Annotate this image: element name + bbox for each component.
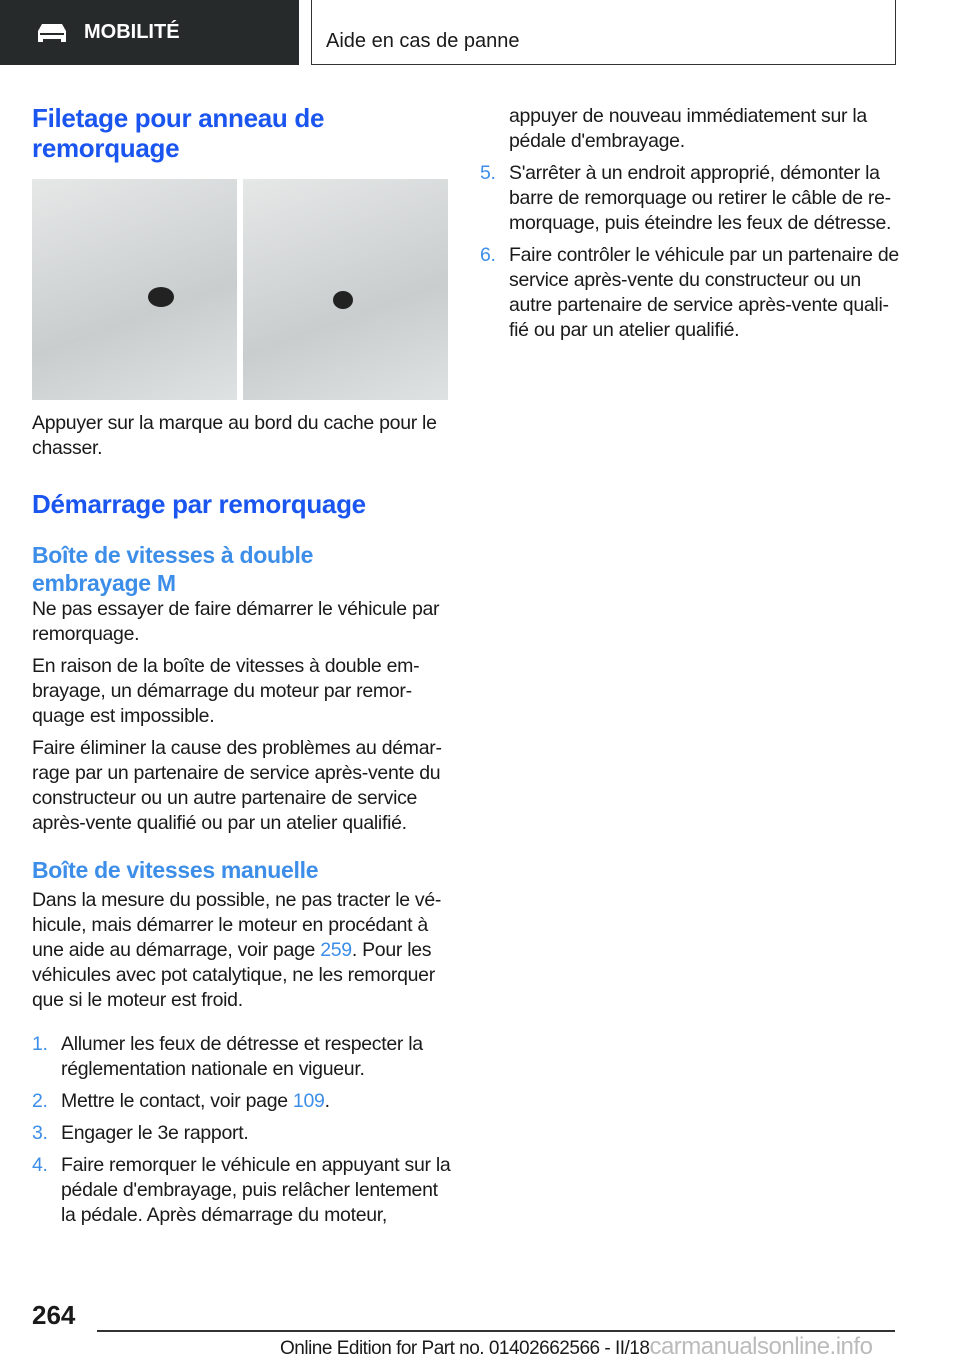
section-title: MOBILITÉ: [84, 21, 180, 43]
paragraph: En raison de la boîte de vitesses à double embrayage, un démarrage du moteur par remorquage est impossible.: [32, 655, 420, 727]
step-number: 3.: [32, 1122, 48, 1144]
step-text: Engager le 3e rapport.: [61, 1122, 249, 1144]
rear-bumper-image: [243, 179, 448, 400]
step-number: 5.: [480, 162, 496, 184]
list-item: [32, 1153, 452, 1228]
right-column: [480, 104, 900, 350]
watermark: carmanualsonline.info: [649, 1333, 873, 1360]
chapter-title: Aide en cas de panne: [326, 30, 520, 52]
step-continuation: appuyer de nouveau immédiatement sur la pédale d'embrayage.: [509, 105, 867, 152]
image-caption: Appuyer sur la marque au bord du cache pour le chasser.: [32, 412, 437, 459]
heading-dct: Boîte de vitesses à double embrayage M: [32, 542, 314, 596]
text: .: [324, 1090, 330, 1112]
page-link-109[interactable]: 109: [292, 1090, 325, 1112]
step-text: Faire contrôler le véhicule par un partenaire de service après-vente du constructeur ou un autre partenaire de service après-vente qualifié ou par un atelier qualifié.: [509, 244, 899, 341]
list-item: [32, 1032, 452, 1082]
step-number: 2.: [32, 1090, 48, 1112]
heading-manual: Boîte de vitesses manuelle: [32, 857, 319, 883]
list-item: [480, 161, 900, 236]
paragraph: [32, 888, 452, 1013]
paragraph: Faire éliminer la cause des problèmes au démarrage par un partenaire de service après-vente du constructeur ou un autre partenaire de service après-vente qualifié ou par un atelier qualifié.: [32, 737, 442, 834]
car-icon: [36, 22, 68, 44]
step-text: Faire remorquer le véhicule en appuyant sur la pédale d'embrayage, puis relâcher lentement la pédale. Après démarrage du moteur,: [61, 1154, 451, 1226]
footer: [280, 1333, 872, 1361]
bumper-illustration: [32, 179, 448, 400]
page-number: 264: [32, 1300, 76, 1330]
step-number: 1.: [32, 1033, 48, 1055]
step-text: Allumer les feux de détresse et respecter la réglementation nationale en vigueur.: [61, 1033, 423, 1080]
text: . Pour les véhicules avec pot catalytique, ne les remorquer que si le moteur est froid.: [32, 939, 435, 1011]
list-item: [32, 1121, 452, 1146]
step-number: 6.: [480, 244, 496, 266]
front-bumper-image: [32, 179, 237, 400]
step-text: S'arrêter à un endroit approprié, démonter la barre de remorquage ou retirer le câble de remorquage, puis éteindre les feux de détresse.: [509, 162, 892, 234]
section-header: [0, 0, 299, 65]
left-column: [32, 103, 452, 163]
page-link-259[interactable]: 259: [320, 939, 352, 961]
list-item: [480, 243, 900, 343]
heading-tow-start: Démarrage par remorquage: [32, 489, 366, 519]
text: Dans la mesure du possible, ne pas tracter le véhicule, mais démarrer le moteur en procédant à une aide au démarrage, voir page: [32, 889, 442, 961]
heading-towing-eye-thread: Filetage pour anneau de remorquage: [32, 103, 325, 163]
list-item: [32, 1089, 452, 1114]
step-number: 4.: [32, 1154, 48, 1176]
step-text: Mettre le contact, voir page: [61, 1090, 293, 1112]
paragraph: Ne pas essayer de faire démarrer le véhicule par remorquage.: [32, 598, 440, 645]
left-column-body: [32, 411, 452, 1235]
edition-text: Online Edition for Part no. 01402662566 - II/18: [280, 1338, 650, 1359]
footer-divider: [97, 1330, 895, 1332]
chapter-header: [311, 0, 896, 65]
